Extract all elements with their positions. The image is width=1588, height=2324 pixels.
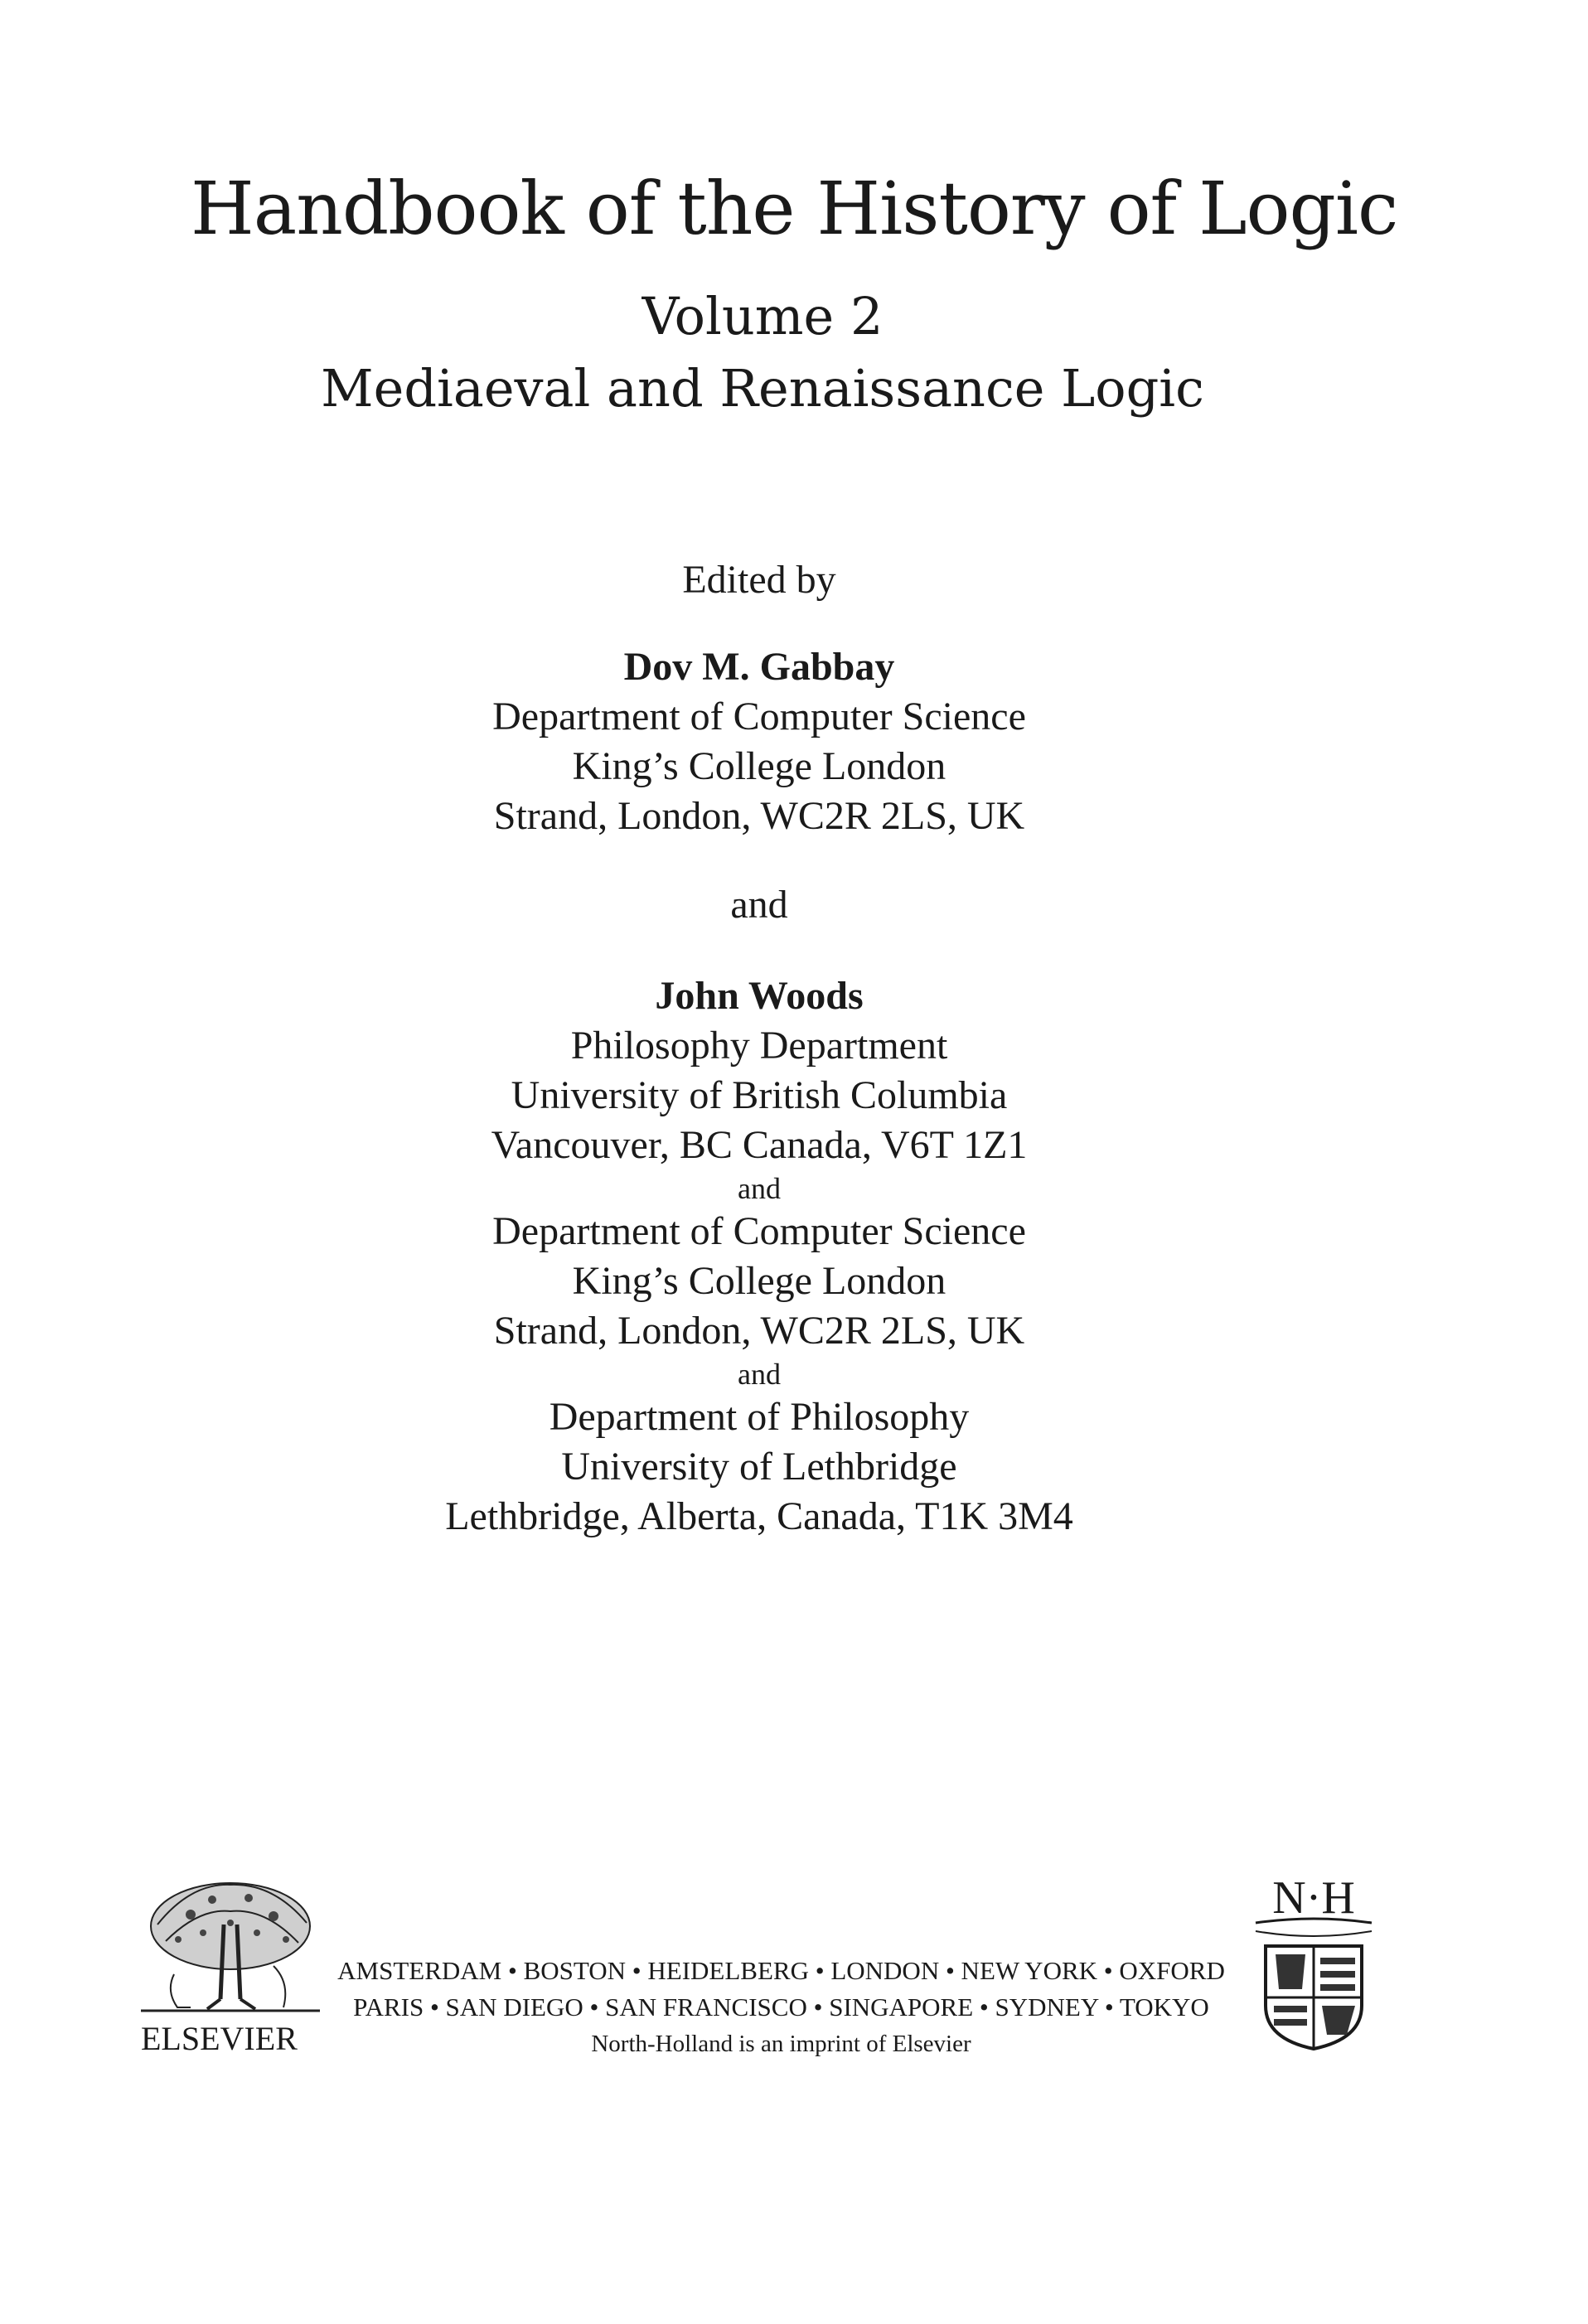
book-title: Handbook of the History of Logic bbox=[191, 166, 1398, 251]
editor2-block bbox=[0, 971, 1518, 1542]
editor2-affiliation-line: University of Lethbridge bbox=[561, 1445, 957, 1489]
editor1-block bbox=[0, 642, 1518, 841]
imprint-note: North-Holland is an imprint of Elsevier bbox=[591, 2031, 971, 2057]
publisher-footer bbox=[332, 1953, 1231, 2062]
nh-logo-text: N·H bbox=[1272, 1872, 1355, 1924]
editor2-and: and bbox=[738, 1358, 781, 1391]
edited-by: Edited by bbox=[682, 558, 836, 602]
publisher-cities-line-2: PARIS • SAN DIEGO • SAN FRANCISCO • SINGAPORE • SYDNEY • TOKYO bbox=[353, 1992, 1209, 2021]
elsevier-tree-logo bbox=[141, 1875, 320, 2016]
editor1-line: Strand, London, WC2R 2LS, UK bbox=[493, 794, 1025, 838]
editor1-name: Dov M. Gabbay bbox=[623, 645, 895, 689]
editor2-affiliation-line: University of British Columbia bbox=[511, 1073, 1008, 1117]
and-separator: and bbox=[730, 883, 788, 927]
volume-subtitle: Mediaeval and Renaissance Logic bbox=[321, 358, 1204, 419]
editor2-affiliation-line: King’s College London bbox=[572, 1259, 947, 1303]
editor1-line: King’s College London bbox=[572, 744, 947, 788]
editor1-line: Department of Computer Science bbox=[492, 695, 1026, 738]
editor2-and: and bbox=[738, 1172, 781, 1205]
volume-number: Volume 2 bbox=[641, 286, 884, 346]
editor2-affiliation-line: Department of Computer Science bbox=[492, 1209, 1026, 1253]
editor2-affiliation-line: Department of Philosophy bbox=[549, 1395, 970, 1439]
editor2-affiliation-line: Lethbridge, Alberta, Canada, T1K 3M4 bbox=[445, 1494, 1073, 1538]
elsevier-wordmark: ELSEVIER bbox=[141, 2020, 298, 2057]
publisher-cities-line-1: AMSTERDAM • BOSTON • HEIDELBERG • LONDON • NEW YORK • OXFORD bbox=[337, 1956, 1225, 1985]
north-holland-logo bbox=[1247, 1865, 1380, 2055]
editor2-name: John Woods bbox=[655, 974, 864, 1018]
editor2-affiliation-line: Vancouver, BC Canada, V6T 1Z1 bbox=[491, 1123, 1028, 1167]
editor2-affiliation-line: Philosophy Department bbox=[570, 1024, 948, 1068]
editor2-affiliation-line: Strand, London, WC2R 2LS, UK bbox=[493, 1309, 1025, 1353]
